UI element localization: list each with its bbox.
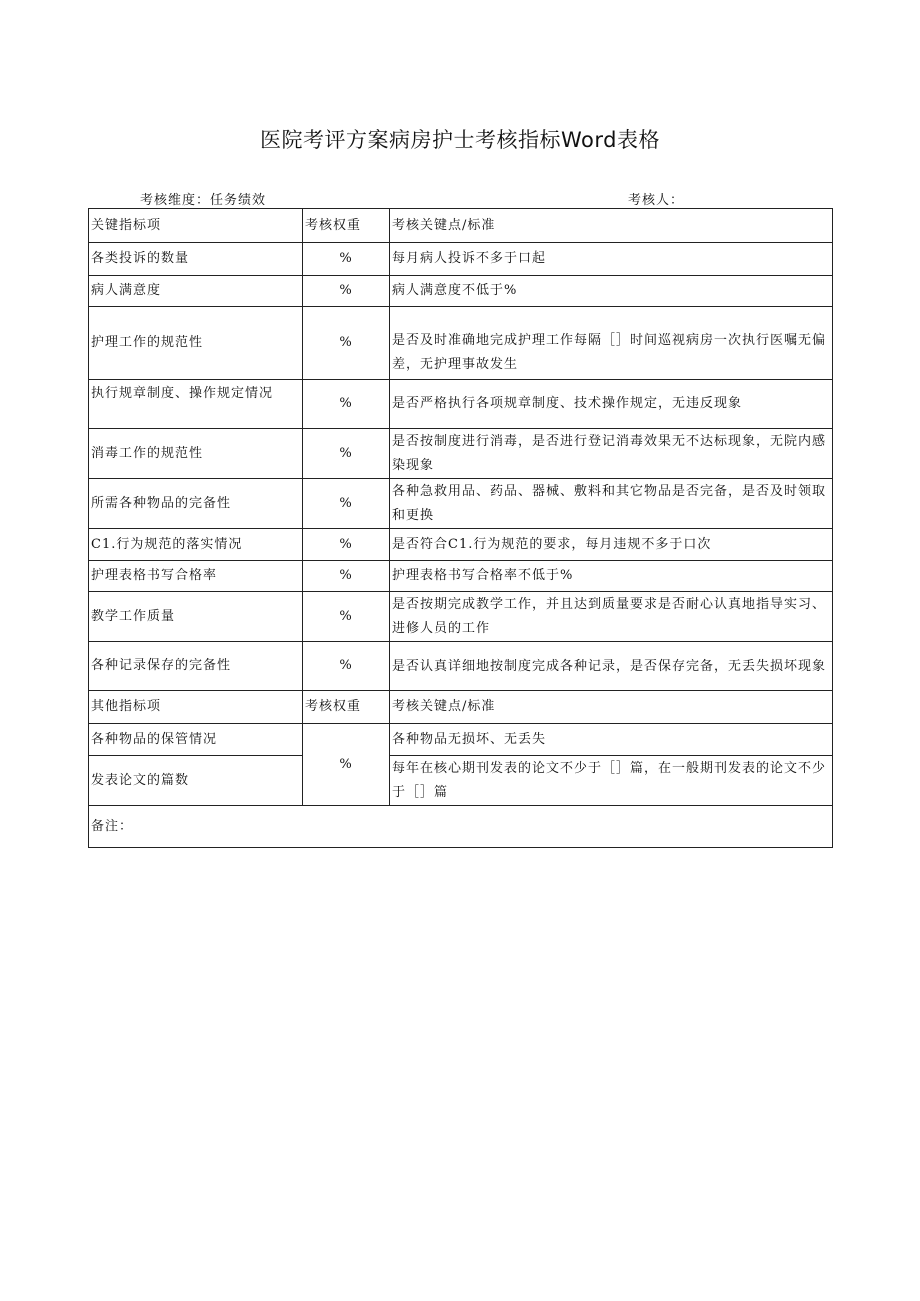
header-weight: 考核权重 [303, 691, 390, 724]
row-standard: 是否按制度进行消毒，是否进行登记消毒效果无不达标现象，无院内感染现象 [390, 429, 833, 479]
remarks-label: 备注： [89, 806, 833, 848]
row-item: 护理表格书写合格率 [89, 561, 303, 592]
other-header-row [89, 691, 833, 724]
row-standard: 是否按期完成教学工作，并且达到质量要求是否耐心认真地指导实习、进修人员的工作 [390, 592, 833, 642]
row-weight: % [303, 429, 390, 479]
row-item: C1.行为规范的落实情况 [89, 529, 303, 561]
table-row [89, 307, 833, 380]
table-row [89, 756, 833, 806]
header-other-indicator: 其他指标项 [89, 691, 303, 724]
table-row [89, 429, 833, 479]
row-item: 所需各种物品的完备性 [89, 479, 303, 529]
row-item: 各种物品的保管情况 [89, 724, 303, 756]
row-item: 各类投诉的数量 [89, 243, 303, 276]
assessment-table [88, 208, 833, 848]
table-row [89, 529, 833, 561]
table-row [89, 724, 833, 756]
row-item: 执行规章制度、操作规定情况 [89, 380, 303, 429]
row-weight: % [303, 307, 390, 380]
header-standard: 考核关键点/标准 [390, 209, 833, 243]
row-weight: % [303, 380, 390, 429]
assessment-dimension-label: 考核维度：任务绩效 [140, 193, 267, 208]
row-standard: 是否严格执行各项规章制度、技术操作规定，无违反现象 [390, 380, 833, 429]
header-key-indicator: 关键指标项 [89, 209, 303, 243]
table-row [89, 276, 833, 307]
row-weight: % [303, 479, 390, 529]
row-item: 病人满意度 [89, 276, 303, 307]
row-item: 护理工作的规范性 [89, 307, 303, 380]
table-header-row [89, 209, 833, 243]
row-weight: % [303, 276, 390, 307]
assessor-label: 考核人： [628, 193, 685, 208]
header-standard: 考核关键点/标准 [390, 691, 833, 724]
other-weight: % [303, 724, 390, 806]
row-item: 各种记录保存的完备性 [89, 642, 303, 691]
row-item: 发表论文的篇数 [89, 756, 303, 806]
row-standard: 每月病人投诉不多于口起 [390, 243, 833, 276]
row-standard: 各种物品无损坏、无丢失 [390, 724, 833, 756]
row-standard: 护理表格书写合格率不低于% [390, 561, 833, 592]
table-row [89, 642, 833, 691]
row-standard: 是否及时准确地完成护理工作每隔［］时间巡视病房一次执行医嘱无偏差，无护理事故发生 [390, 307, 833, 380]
row-standard: 病人满意度不低于% [390, 276, 833, 307]
row-item: 消毒工作的规范性 [89, 429, 303, 479]
row-weight: % [303, 642, 390, 691]
remarks-row [89, 806, 833, 848]
row-weight: % [303, 243, 390, 276]
row-standard: 是否符合C1.行为规范的要求，每月违规不多于口次 [390, 529, 833, 561]
table-row [89, 592, 833, 642]
document-title: 医院考评方案病房护士考核指标Word表格 [260, 128, 660, 152]
row-standard: 每年在核心期刊发表的论文不少于［］篇，在一般期刊发表的论文不少于［］篇 [390, 756, 833, 806]
header-weight: 考核权重 [303, 209, 390, 243]
row-standard: 是否认真详细地按制度完成各种记录，是否保存完备，无丢失损坏现象 [390, 642, 833, 691]
table-row [89, 561, 833, 592]
row-weight: % [303, 529, 390, 561]
table-row [89, 243, 833, 276]
row-item: 教学工作质量 [89, 592, 303, 642]
row-weight: % [303, 561, 390, 592]
row-weight: % [303, 592, 390, 642]
table-row [89, 380, 833, 429]
table-row [89, 479, 833, 529]
row-standard: 各种急救用品、药品、器械、敷料和其它物品是否完备，是否及时领取和更换 [390, 479, 833, 529]
